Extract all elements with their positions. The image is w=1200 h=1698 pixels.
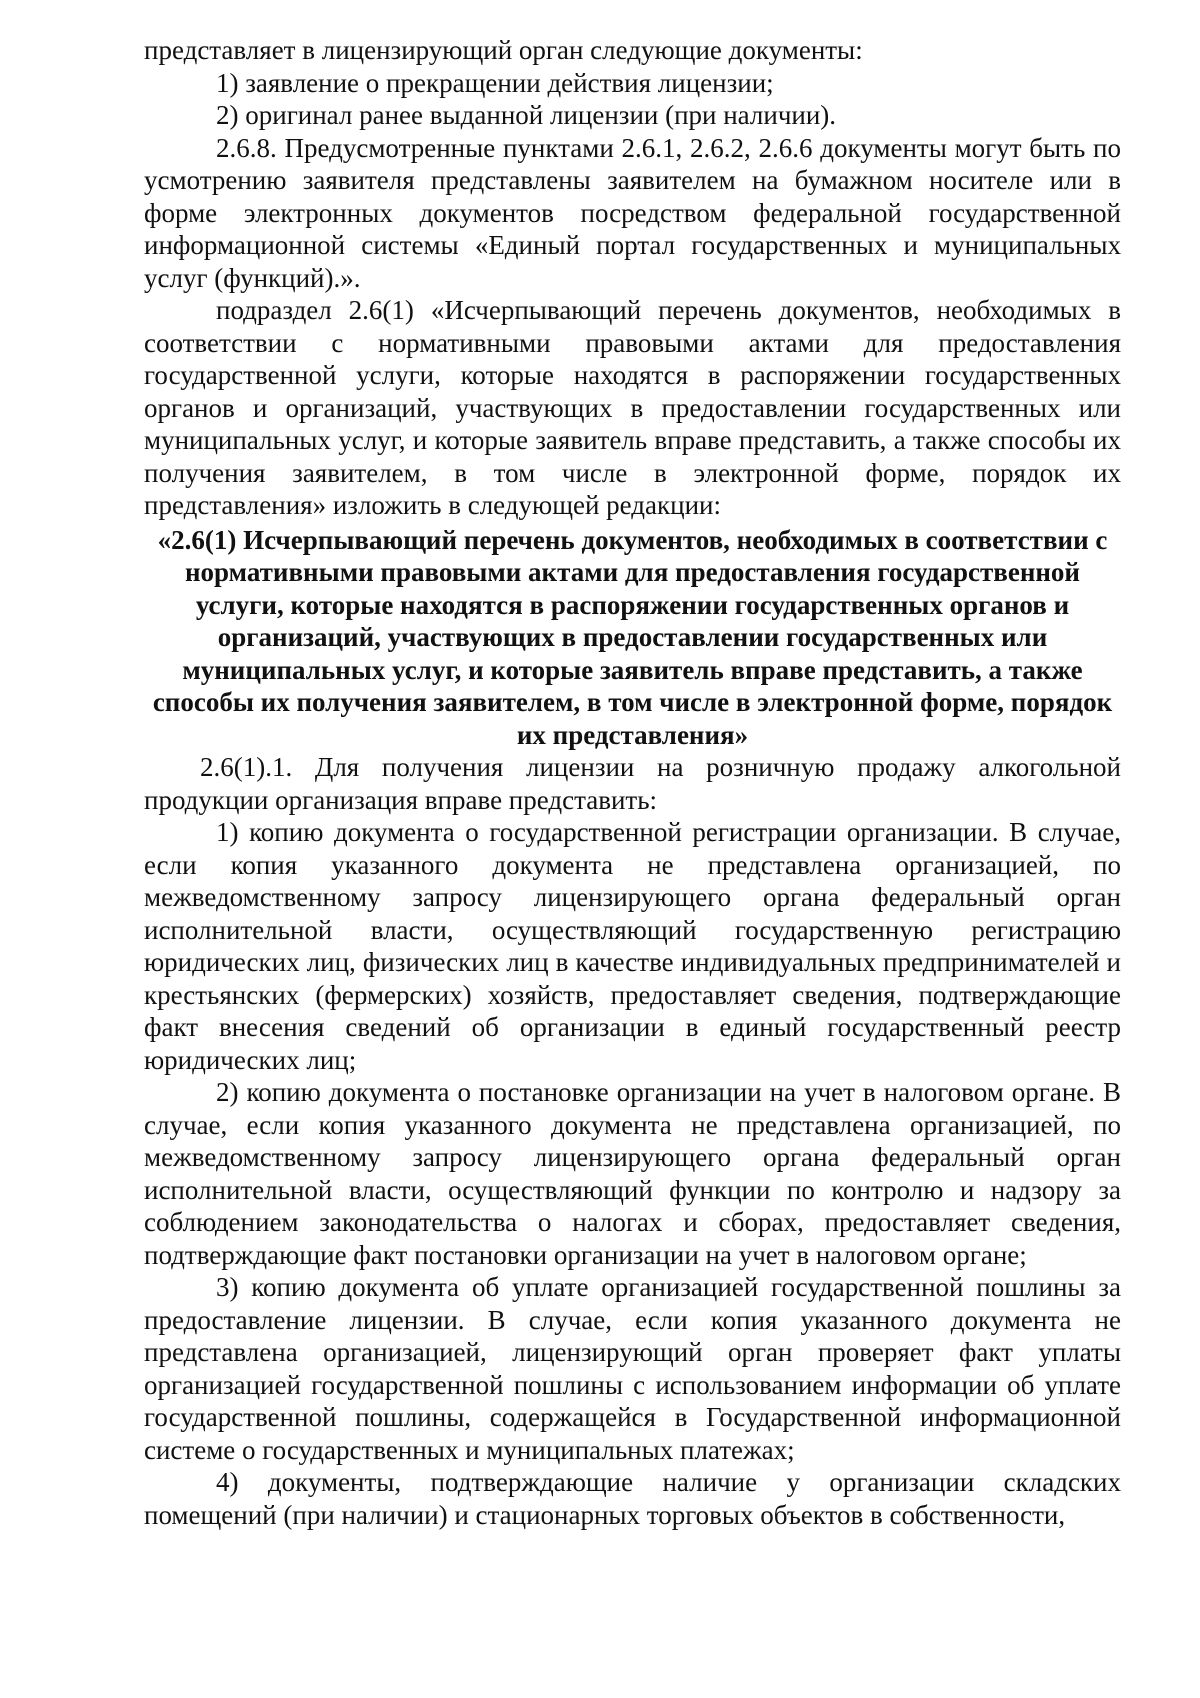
paragraph-2-6-1-1: 2.6(1).1. Для получения лицензии на розничную продажу алкогольной продукции организация вправе представить: xyxy=(144,752,1121,815)
paragraph-intro: представляет в лицензирующий орган следующие документы: xyxy=(144,35,863,65)
paragraph-subsection-2-6-1: подраздел 2.6(1) «Исчерпывающий перечень документов, необходимых в соответствии с нормативными правовыми актами для предоставления государственной услуги, которые находятся в распоряжении государственных органов и организаций, участвующих в предоставлении государственных или муниципальных услуг, и которые заявитель вправе представить, а также способы их получения заявителем, в том числе в электронной форме, порядок их представления» изложить в следующей редакции: xyxy=(144,295,1121,520)
paragraph-doc-item-3: 3) копию документа об уплате организацией государственной пошлины за предоставление лицензии. В случае, если копия указанного документа не представлена организацией, лицензирующий орган проверяет факт уплаты организацией государственной пошлины с использованием информации об уплате государственной пошлины, содержащейся в Государственной информационной системе о государственных и муниципальных платежах; xyxy=(144,1272,1121,1465)
paragraph-item-1: 1) заявление о прекращении действия лицензии; xyxy=(216,67,774,98)
paragraph-2-6-8: 2.6.8. Предусмотренные пунктами 2.6.1, 2.6.2, 2.6.6 документы могут быть по усмотрению заявителя представлены заявителем на бумажном носителе или в форме электронных документов посредством федеральной государственной информационной системы «Единый портал государственных и муниципальных услуг (функций).». xyxy=(144,132,1121,293)
paragraph-doc-item-1: 1) копию документа о государственной регистрации организации. В случае, если копия указанного документа не представлена организацией, по межведомственному запросу лицензирующего органа федеральный орган исполнительной власти, осуществляющий государственную регистрацию юридических лиц, физических лиц в качестве индивидуальных предпринимателей и крестьянских (фермерских) хозяйств, предоставляет сведения, подтверждающие факт внесения сведений об организации в единый государственный реестр юридических лиц; xyxy=(144,817,1121,1075)
paragraph-item-2: 2) оригинал ранее выданной лицензии (при наличии). xyxy=(216,100,837,130)
paragraph-doc-item-2: 2) копию документа о постановке организации на учет в налоговом органе. В случае, если копия указанного документа не представлена организацией, по межведомственному запросу лицензирующего органа федеральный орган исполнительной власти, осуществляющий функции по контролю и надзору за соблюдением законодательства о налогах и сборах, предоставляет сведения, подтверждающие факт постановки организации на учет в налоговом органе; xyxy=(144,1077,1121,1270)
section-heading: «2.6(1) Исчерпывающий перечень документов, необходимых в соответствии с нормативными правовыми актами для предоставления государственной услуги, которые находятся в распоряжении государственных органов и организаций, участвующих в предоставлении государственных или муниципальных услуг, и которые заявитель вправе представить, а также способы их получения заявителем, в том числе в электронной форме, порядок их представления» xyxy=(152,524,1113,750)
document-page xyxy=(144,34,1121,1531)
paragraph-doc-item-4: 4) документы, подтверждающие наличие у организации складских помещений (при наличии) и стационарных торговых объектов в собственности, xyxy=(144,1467,1121,1530)
